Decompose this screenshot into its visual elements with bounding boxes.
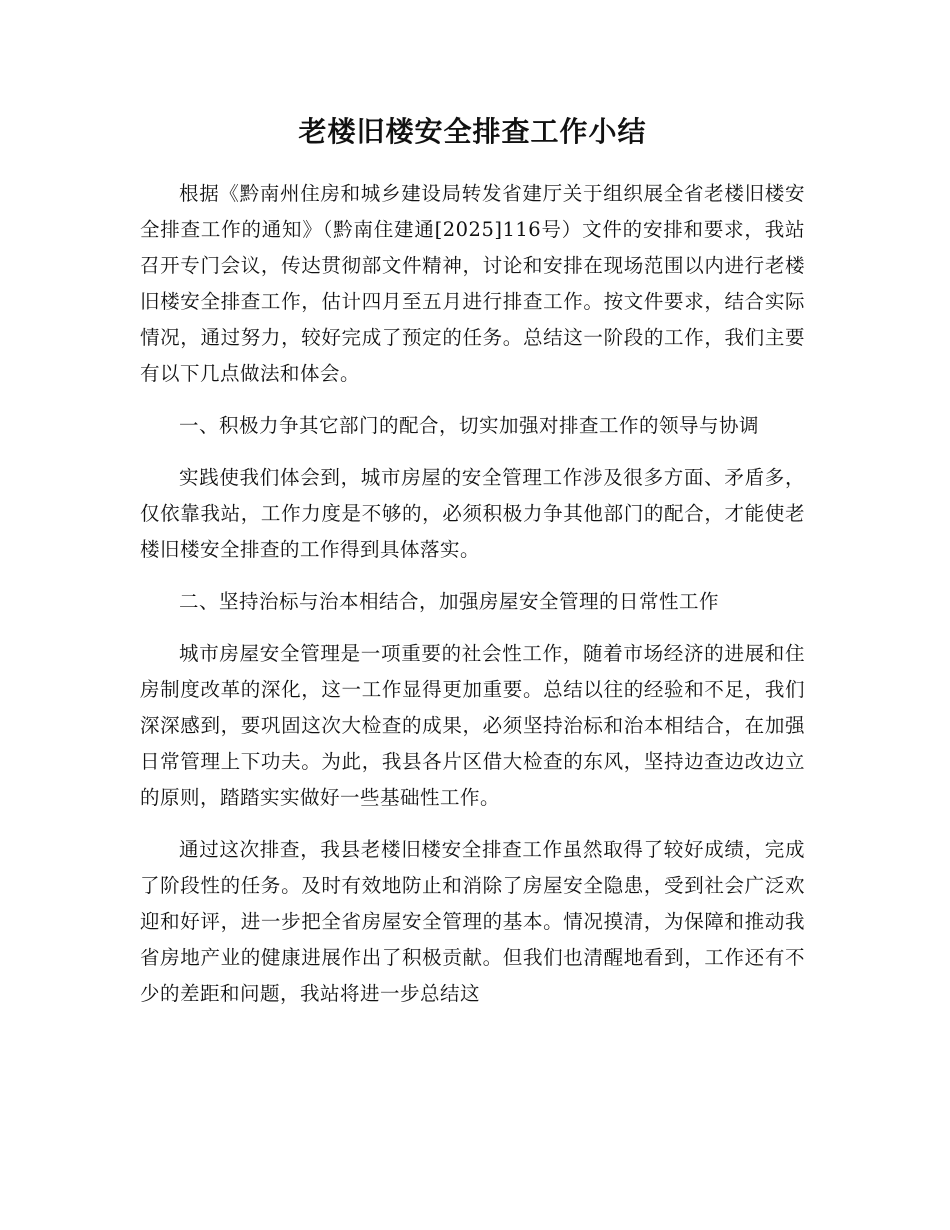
paragraph-summary: 通过这次排查，我县老楼旧楼安全排查工作虽然取得了较好成绩，完成了阶段性的任务。及时有效地防止和消除了房屋安全隐患，受到社会广泛欢迎和好评，进一步把全省房屋安全管理的基本。情况摸清，为保障和推动我省房地产业的健康进展作出了积极贡献。但我们也清醒地看到，工作还有不少的差距和问题，我站将进一步总结这 bbox=[140, 838, 805, 1005]
paragraph-section-2: 城市房屋安全管理是一项重要的社会性工作，随着市场经济的进展和住房制度改革的深化，这一工作显得更加重要。总结以往的经验和不足，我们深深感到，要巩固这次大检查的成果，必须坚持治标和治本相结合，在加强日常管理上下功夫。为此，我县各片区借大检查的东风，坚持边查边改边立的原则，踏踏实实做好一些基础性工作。 bbox=[140, 642, 805, 809]
paragraph-intro: 根据《黔南州住房和城乡建设局转发省建厅关于组织展全省老楼旧楼安全排查工作的通知》（黔南住建通[2025]116号）文件的安排和要求，我站召开专门会议，传达贯彻部文件精神，讨论和安排在现场范围以内进行老楼旧楼安全排查工作，估计四月至五月进行排查工作。按文件要求，结合实际情况，通过努力，较好完成了预定的任务。总结这一阶段的工作，我们主要有以下几点做法和体会。 bbox=[140, 182, 805, 385]
document-body bbox=[140, 110, 805, 1028]
section-heading-2: 二、坚持治标与治本相结合，加强房屋安全管理的日常性工作 bbox=[179, 590, 720, 613]
document-title: 老楼旧楼安全排查工作小结 bbox=[298, 115, 647, 148]
paragraph-section-1: 实践使我们体会到，城市房屋的安全管理工作涉及很多方面、矛盾多，仅依靠我站，工作力度是不够的，必须积极力争其他部门的配合，才能使老楼旧楼安全排查的工作得到具体落实。 bbox=[140, 466, 805, 561]
section-heading-1: 一、积极力争其它部门的配合，切实加强对排查工作的领导与协调 bbox=[179, 414, 760, 437]
